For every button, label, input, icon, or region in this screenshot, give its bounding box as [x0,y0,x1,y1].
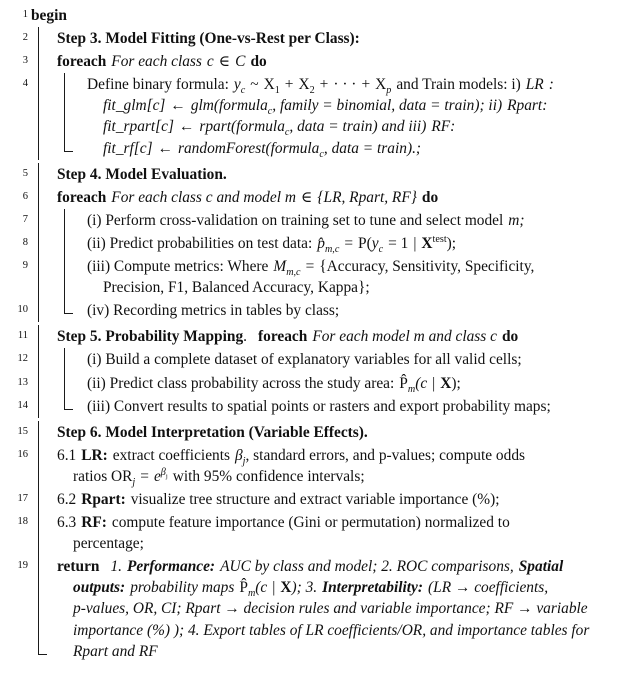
model-set: {LR, Rpart, RF} [317,188,417,206]
element-of-symbol: ∈ [300,188,313,206]
indent-rule-level-1 [31,421,57,444]
line-number: 1 [22,9,28,20]
algorithm-line [0,186,641,209]
indent-rule-level-1 [31,372,57,395]
line-content [57,186,641,209]
algorithm-line [0,27,641,50]
line-number: 15 [17,425,28,437]
model-Rpart: Rpart [507,97,543,115]
exponential-e: e [153,467,161,485]
line-content [57,325,641,348]
line-number: 14 [17,399,28,411]
subscript-mc: m,c [324,244,340,256]
interpretability-label: Interpretability: [322,579,424,597]
odds-ratio-label: ratios OR [73,467,133,485]
substep-number-61: 6.1 [57,446,77,464]
indent-rule-level-2 [57,232,87,255]
return-keyword: return [57,558,100,576]
lr-description-b: , standard errors, and p-values; compute odds [245,446,526,464]
colon: : [450,118,456,136]
line-number: 5 [22,167,28,179]
foreach-condition: For each model m and class c [312,328,497,346]
line-content [87,73,641,159]
subscript-c: c [284,127,290,139]
matrix-X: X [421,234,433,252]
indent-rule-level-1 [31,325,57,348]
line-content [57,488,641,511]
tilde-symbol: ~ [250,76,259,94]
line-content [87,255,641,299]
subscript-j: j [132,476,136,488]
subscript-1: 1 [274,85,280,97]
line-content [87,348,641,371]
step5-heading: Step 5. Probability Mapping [57,328,244,346]
substep-number-62: 6.2 [57,490,77,508]
superscript-beta [161,467,168,478]
indent-rule-level-1 [31,27,57,50]
rf-description: compute feature importance (Gini or permutation) normalized to [111,514,510,532]
indent-rule-level-2 [57,209,87,232]
step3-heading: Step 3. Model Fitting (One-vs-Rest per Class): [57,30,360,48]
subscript-m: m [247,588,256,600]
algorithm-line [0,73,641,159]
line-content [31,4,641,27]
indent-rule-level-1 [31,73,57,159]
metrics-set-part2: Precision, F1, Balanced Accuracy, Kappa}; [103,279,370,297]
line-content [87,209,641,232]
indent-rule-level-2 [57,73,87,159]
model-LR: LR [525,76,544,94]
train-models-label: and Train models: i) [396,76,521,94]
algorithm-line [0,444,641,488]
begin-keyword: begin [31,7,67,24]
colon: : [548,76,554,94]
ellipsis: · · · [333,76,357,94]
randomforest-function: randomForest(formula [178,139,320,157]
foreach-condition: For each class c and model m [111,188,296,206]
define-formula-label: Define binary formula: [87,76,229,94]
algorithm-line [0,421,641,444]
P-hat-symbol: P̂ [399,374,408,392]
indent-rule-level-1 [31,444,57,488]
model-label-LR: LR: [81,446,108,464]
beta-symbol: β [234,446,243,464]
glm-args: , family = binomial, data = train); ii) [272,97,503,115]
var-y: y [233,76,241,94]
step-i-text: (i) Build a complete dataset of explanatory variables for all valid cells; [87,351,522,369]
indent-rule-level-1 [31,488,57,511]
subscript-j: j [165,472,168,480]
conditional-bar: | [413,234,417,252]
subscript-c: c [267,106,273,118]
p-hat-symbol: p̂ [317,234,325,252]
indent-rule-level-1 [31,511,57,555]
algorithm-line [0,163,641,186]
assign-arrow: ← [170,97,186,115]
line-content [57,27,641,50]
superscript-test: test [432,233,447,245]
indent-rule-level-1 [31,209,57,232]
matrix-X: X [440,374,452,392]
step-iv-text: (iv) Recording metrics in tables by class; [87,302,340,320]
line-number: 16 [17,448,28,460]
line-number: 6 [22,190,28,202]
line-number: 10 [17,304,28,316]
metrics-set-part1: {Accuracy, Sensitivity, Specificity, [319,258,535,276]
open-paren-c: (c [255,579,268,597]
subscript-j: j [242,455,246,467]
model-label-RF: RF: [81,514,107,532]
step6-heading: Step 6. Model Interpretation (Variable Effects). [57,423,368,441]
lr-description-a: extract coefficients [112,446,230,464]
line-number: 8 [22,236,28,248]
fit-rpart-call: fit_rpart[c] [103,118,174,136]
spatial-label: Spatial [518,558,564,576]
plus-symbol: + [284,76,294,94]
indent-rule-level-1 [31,163,57,186]
algorithm-line [0,372,641,395]
line-content [87,372,641,395]
subscript-c: c [240,85,246,97]
subscript-c: c [378,244,384,256]
line-content [87,232,641,255]
probability-P: P( [358,234,372,252]
algorithm-line [0,232,641,255]
step-iii-text: (iii) Convert results to spatial points or rasters and export probability maps; [87,397,551,415]
indent-rule-level-1 [31,395,57,418]
step-ii-text: (ii) Predict class probability across the study area: [87,374,395,392]
step4-heading: Step 4. Model Evaluation. [57,165,227,183]
step-iii-text: (iii) Compute metrics: Where [87,258,269,276]
line-content [57,555,641,662]
conditional-bar: | [272,579,276,597]
indent-rule-level-2 [57,348,87,371]
line-content [57,50,641,73]
line-number: 2 [22,32,28,44]
period: . [243,328,248,346]
line-number: 18 [17,516,28,528]
algorithm-line [0,555,641,662]
performance-label: Performance: [127,558,216,576]
line-number: 7 [22,213,28,225]
indent-rule-level-1 [31,255,57,299]
var-X1: X [263,76,275,94]
algorithm-line [0,50,641,73]
algorithm-line [0,209,641,232]
line-number: 19 [17,560,28,572]
line-number: 9 [22,260,28,272]
beta-symbol: β [160,466,166,478]
rpart-function: rpart(formula [199,118,285,136]
close-paren: ); [446,234,457,252]
algorithm-line [0,511,641,555]
foreach-condition: For each class [111,53,202,71]
line-number: 13 [17,376,28,388]
element-of-symbol: ∈ [218,53,231,71]
fit-rf-call: fit_rf[c] [103,139,153,157]
line-content [57,163,641,186]
model-label-Rpart: Rpart: [81,490,126,508]
subscript-m: m [407,383,416,395]
line-content [57,444,641,488]
algorithm-line [0,348,641,371]
indent-rule-level-2 [57,299,87,322]
P-hat-symbol: P̂ [239,579,248,597]
interpretability-description: (LR → coefficients, [428,579,549,597]
metrics-M-symbol: M [273,258,287,276]
line-content [87,299,641,322]
close-paren: ); [451,374,461,392]
export-tables-text: importance (%) ); 4. Export tables of LR coefficients/OR, and importance tables for [73,621,590,639]
line-number: 4 [22,78,28,90]
indent-rule-level-1 [31,348,57,371]
rpart-args: , data = train) and iii) [289,118,427,136]
close-paren: ); 3. [291,579,318,597]
algorithm-line [0,395,641,418]
line-number: 17 [17,492,28,504]
line-content [87,395,641,418]
line-content [57,421,641,444]
equals-one: = 1 [388,234,409,252]
substep-number-63: 6.3 [57,514,77,532]
equals-symbol: = [344,234,354,252]
step-i-text: (i) Perform cross-validation on training set to tune and select model [87,211,504,229]
confidence-interval-text: with 95% confidence intervals; [172,467,365,485]
foreach-keyword: foreach [57,188,107,206]
subscript-2: 2 [309,85,315,97]
var-Xp: X [375,76,387,94]
outputs-label: outputs: [73,579,126,597]
algorithm-line [0,325,641,348]
indent-rule-level-2 [57,255,87,299]
rf-description-cont: percentage; [73,535,144,553]
indent-rule-level-2 [57,372,87,395]
subscript-mc: m,c [286,267,301,279]
indent-rule-level-1 [31,299,57,322]
assign-arrow: ← [157,139,173,157]
equals-symbol: = [140,467,149,485]
line-number: 12 [17,353,28,365]
assign-arrow: ← [178,118,195,136]
equals-symbol: = [305,258,315,276]
indent-rule-level-1 [31,555,57,662]
conditional-bar: | [432,374,436,392]
colon: : [542,97,548,115]
do-keyword: do [250,53,267,71]
indent-rule-level-2 [57,395,87,418]
open-paren-c: (c [415,374,428,392]
interpretability-line-2: p-values, OR, CI; Rpart → decision rules and variable importance; RF → variable [73,600,588,618]
return-item-1: 1. [110,558,123,576]
var-m: m; [508,211,525,229]
algorithm-line [0,4,641,27]
do-keyword: do [421,188,439,206]
line-number: 11 [17,330,28,342]
indent-rule-level-1 [31,232,57,255]
algorithm-line [0,255,641,299]
var-X2: X [298,76,310,94]
indent-rule-level-1 [31,186,57,209]
var-y: y [371,234,379,252]
glm-function: glm(formula [190,97,268,115]
step-ii-text: (ii) Predict probabilities on test data: [87,234,313,252]
rpart-description: visualize tree structure and extract variable importance (%); [130,490,500,508]
matrix-X: X [280,579,292,597]
algorithm-line [0,299,641,322]
line-content [57,511,641,555]
subscript-c: c [319,148,324,160]
outputs-description: probability maps [130,579,235,597]
var-c: c [206,53,214,71]
plus-symbol: + [319,76,329,94]
foreach-keyword: foreach [57,53,107,71]
set-C: C [235,53,246,71]
do-keyword: do [501,328,519,346]
algorithm-line [0,488,641,511]
fit-glm-call: fit_glm[c] [103,97,166,115]
line-number: 3 [22,55,28,67]
export-tables-text-cont: Rpart and RF [73,642,158,660]
foreach-keyword: foreach [258,328,308,346]
indent-rule-level-1 [31,50,57,73]
model-RF: RF [431,118,451,136]
plus-symbol: + [361,76,371,94]
performance-description: AUC by class and model; 2. ROC comparisons, [220,558,514,576]
subscript-p: p [386,85,392,97]
randomforest-args: , data = train).; [323,139,422,157]
